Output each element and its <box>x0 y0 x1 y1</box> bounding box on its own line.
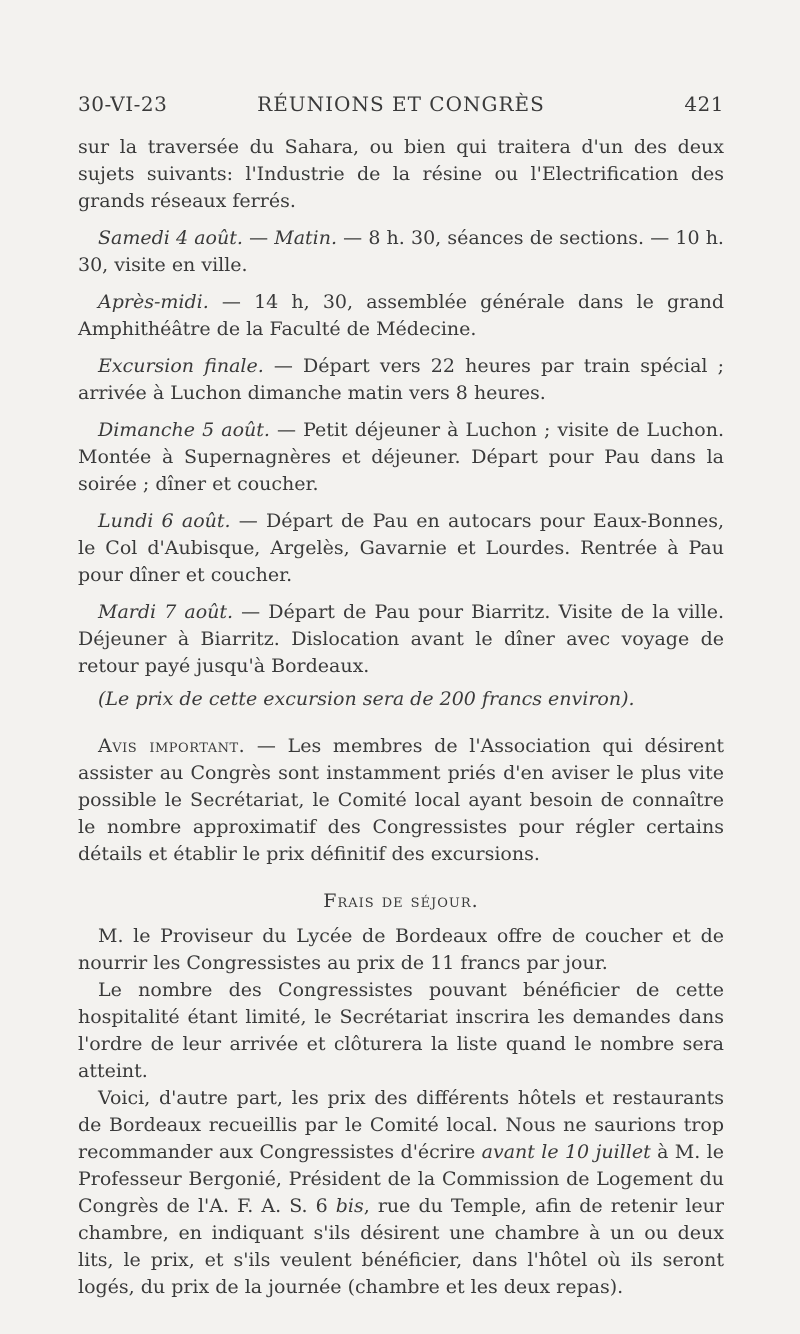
paragraph-avis-important <box>78 733 724 868</box>
dimanche-label: Dimanche 5 août. <box>98 419 270 441</box>
mardi-label: Mardi 7 août. <box>98 601 234 623</box>
matin-label: Matin. <box>274 227 338 249</box>
section-title-frais-de-sejour: Frais de séjour. <box>323 890 479 912</box>
lundi-label: Lundi 6 août. <box>98 510 231 532</box>
page-number: 421 <box>684 92 724 116</box>
paragraph-apres-midi <box>78 289 724 343</box>
avis-label: Avis important. <box>98 735 246 757</box>
samedi-dash: — <box>242 227 275 249</box>
running-header <box>78 92 724 122</box>
paragraph-sahara: sur la traversée du Sahara, ou bien qui traitera d'un des deux sujets suivants: l'Industrie de la résine ou l'Electrification des grands réseaux ferrés. <box>78 136 724 212</box>
samedi-label: Samedi 4 août. <box>98 227 243 249</box>
paragraph-mardi <box>78 599 724 680</box>
paragraph-samedi <box>78 225 724 279</box>
excursion-label: Excursion finale. <box>98 355 264 377</box>
dimanche-text: — Petit déjeuner à Luchon ; visite de Luchon. Montée à Supernagnères et déjeuner. Départ pour Pau dans la soirée ; dîner et coucher. <box>78 419 724 495</box>
paragraph-proviseur: M. le Proviseur du Lycée de Bordeaux offre de coucher et de nourrir les Congressistes au prix de 11 francs par jour. <box>78 925 724 974</box>
paragraph-dimanche <box>78 417 724 498</box>
mardi-text: — Départ de Pau pour Biarritz. Visite de la ville. Déjeuner à Biarritz. Dislocation avant le dîner avec voyage de retour payé jusqu'à Bordeaux. <box>78 601 724 677</box>
apres-midi-text: — 14 h, 30, assemblée générale dans le grand Amphithéâtre de la Faculté de Médecine. <box>78 291 724 340</box>
apres-midi-label: Après-midi. <box>98 291 209 313</box>
hotels-deadline: avant le 10 juillet <box>481 1141 651 1163</box>
paragraph-excursion <box>78 353 724 407</box>
paragraph-hospitalite: Le nombre des Congressistes pouvant bénéficier de cette hospitalité étant limité, le Secrétariat inscrira les demandes dans l'ordre de leur arrivée et clôturera la liste quand le nombre sera atteint. <box>78 979 724 1082</box>
hotels-text-a: Voici, d'autre part, les prix des différents hôtels et restaurants de Bordeaux recueillis par le Comité local. Nous ne saurions trop recommander aux Congressistes d'écrire <box>78 1087 724 1163</box>
page-body <box>78 134 724 1301</box>
paragraph-lundi <box>78 508 724 589</box>
hotels-text-b: à M. le Professeur Bergonié, Président de la Commission de Logement du Congrès de l'A. F. A. S. 6 <box>78 1141 724 1217</box>
header-title: RÉUNIONS ET CONGRÈS <box>257 92 545 116</box>
avis-text: — Les membres de l'Association qui désirent assister au Congrès sont instamment priés d'en aviser le plus vite possible le Secrétariat, le Comité local ayant besoin de connaître le nombre approximatif des Congressistes pour régler certains détails et établir le prix définitif des excursions. <box>78 735 724 865</box>
lundi-text: — Départ de Pau en autocars pour Eaux-Bonnes, le Col d'Aubisque, Argelès, Gavarnie et Lourdes. Rentrée à Pau pour dîner et coucher. <box>78 510 724 586</box>
header-date: 30-VI-23 <box>78 92 168 116</box>
paragraph-hotels <box>78 1085 724 1301</box>
samedi-text: — 8 h. 30, séances de sections. — 10 h. 30, visite en ville. <box>78 227 724 276</box>
price-note-text: (Le prix de cette excursion sera de 200 francs environ). <box>98 688 635 710</box>
hotels-text-c: , rue du Temple, afin de retenir leur chambre, en indiquant s'ils désirent une chambre à un ou deux lits, le prix, et s'ils veulent bénéficier, dans l'hôtel où ils seront logés, du prix de la journée (chambre et les deux repas). <box>78 1195 724 1298</box>
excursion-price-note <box>78 686 724 713</box>
excursion-text: — Départ vers 22 heures par train spécial ; arrivée à Luchon dimanche matin vers 8 heures. <box>78 355 725 404</box>
hotels-bis: bis <box>335 1195 364 1217</box>
